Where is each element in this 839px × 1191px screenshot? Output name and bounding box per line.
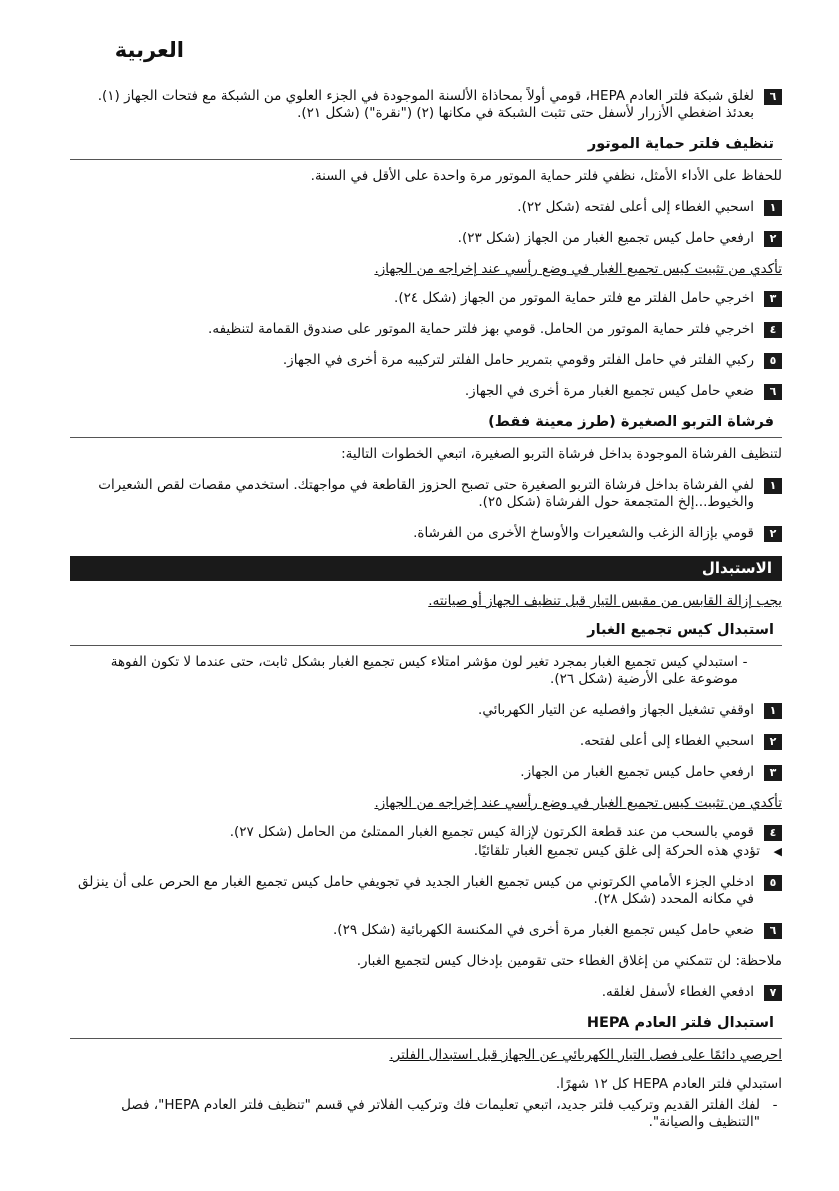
warning-text: احرصي دائمًا على فصل التيار الكهربائي عن الجهاز قبل استبدال الفلتر. xyxy=(389,1047,782,1063)
step-item xyxy=(70,702,782,719)
language-title: العربية xyxy=(114,38,184,62)
bullet-text: استبدلي كيس تجميع الغبار بمجرد تغير لون مؤشر امتلاء كيس تجميع الغبار بشكل ثابت، حتى عندما لا تكون الفوهة موضوعة على الأرضية (شكل ٢٦). xyxy=(110,654,738,687)
step-item xyxy=(70,477,782,511)
manual-content xyxy=(70,88,782,1145)
step-number: ٢ xyxy=(764,734,782,750)
step-number: ٢ xyxy=(764,231,782,247)
section-heading: استبدال فلتر العادم HEPA xyxy=(586,1015,774,1031)
section-divider xyxy=(70,159,782,160)
section-header xyxy=(70,136,782,160)
step-text: ادفعي الغطاء لأسفل لغلقه. xyxy=(601,984,754,1000)
section-heading: استبدال كيس تجميع الغبار xyxy=(587,622,774,638)
step-item xyxy=(70,525,782,542)
step-item xyxy=(70,321,782,338)
step-text: ركبي الفلتر في حامل الفلتر وقومي بتمرير حامل الفلتر لتركيبه مرة أخرى في الجهاز. xyxy=(282,352,754,368)
step-text: اسحبي الغطاء إلى أعلى لفتحه. xyxy=(579,733,754,749)
section-header xyxy=(70,414,782,438)
step-number: ٧ xyxy=(764,985,782,1001)
bullet-item xyxy=(70,654,782,688)
step-text: اوقفي تشغيل الجهاز وافصليه عن التيار الكهربائي. xyxy=(478,702,754,718)
dash-bullet-icon: - xyxy=(772,1097,778,1113)
section-divider xyxy=(70,437,782,438)
step-number: ٦ xyxy=(764,923,782,939)
paragraph: لتنظيف الفرشاة الموجودة بداخل فرشاة التربو الصغيرة، اتبعي الخطوات التالية: xyxy=(341,446,782,462)
result-note xyxy=(70,843,782,860)
step-number: ٥ xyxy=(764,875,782,891)
step-item xyxy=(70,922,782,939)
section-heading: فرشاة التربو الصغيرة (طرز معينة فقط) xyxy=(488,414,774,430)
step-item xyxy=(70,199,782,216)
section-heading: تنظيف فلتر حماية الموتور xyxy=(587,136,774,152)
step-text: قومي بإزالة الزغب والشعيرات والأوساخ الأخرى من الفرشاة. xyxy=(413,525,754,541)
step-number: ٤ xyxy=(764,825,782,841)
step-number: ٦ xyxy=(764,384,782,400)
chapter-heading-bar: الاستبدال xyxy=(70,556,782,581)
section-header xyxy=(70,1015,782,1039)
warning-text: يجب إزالة القابس من مقبس التيار قبل تنظيف الجهاز أو صيانته. xyxy=(428,593,782,609)
step-text: اخرجي فلتر حماية الموتور من الحامل. قومي بهز فلتر حماية الموتور على صندوق القمامة لتنظيفه. xyxy=(208,321,754,337)
step-item xyxy=(70,88,782,122)
step-text: اخرجي حامل الفلتر مع فلتر حماية الموتور من الجهاز (شكل ٢٤). xyxy=(394,290,754,306)
bullet-item xyxy=(70,1097,782,1131)
step-text: لغلق شبكة فلتر العادم HEPA، قومي أولاً بمحاذاة الألسنة الموجودة في الجزء العلوي من الشبكة مع فتحات الجهاز (١). بعدئذ اضغطي الأزرار لأسفل حتى تثبت الشبكة في مكانها (٢) ("نقرة") (شكل ٢١). xyxy=(97,88,754,121)
section-header xyxy=(70,622,782,646)
step-number: ١ xyxy=(764,478,782,494)
section-divider xyxy=(70,645,782,646)
step-item xyxy=(70,290,782,307)
step-number: ٦ xyxy=(764,89,782,105)
paragraph: للحفاظ على الأداء الأمثل، نظفي فلتر حماية الموتور مرة واحدة على الأقل في السنة. xyxy=(310,168,782,184)
step-text: ارفعي حامل كيس تجميع الغبار من الجهاز. xyxy=(520,764,754,780)
paragraph: ملاحظة: لن تتمكني من إغلاق الغطاء حتى تقومين بإدخال كيس لتجميع الغبار. xyxy=(356,953,782,969)
step-number: ٢ xyxy=(764,526,782,542)
step-text: اسحبي الغطاء إلى أعلى لفتحه (شكل ٢٢). xyxy=(517,199,754,215)
step-number: ٣ xyxy=(764,291,782,307)
warning-text: تأكدي من تثبيت كيس تجميع الغبار في وضع رأسي عند إخراجه من الجهاز. xyxy=(374,261,782,277)
step-text: ضعي حامل كيس تجميع الغبار مرة أخرى في المكنسة الكهربائية (شكل ٢٩). xyxy=(333,922,754,938)
step-text: ضعي حامل كيس تجميع الغبار مرة أخرى في الجهاز. xyxy=(464,383,754,399)
step-item xyxy=(70,984,782,1001)
paragraph: استبدلي فلتر العادم HEPA كل ١٢ شهرًا. xyxy=(555,1076,782,1092)
step-item xyxy=(70,352,782,369)
step-item xyxy=(70,874,782,908)
step-number: ١ xyxy=(764,703,782,719)
section-divider xyxy=(70,1038,782,1039)
step-number: ٥ xyxy=(764,353,782,369)
bullet-text: لفك الفلتر القديم وتركيب فلتر جديد، اتبعي تعليمات فك وتركيب الفلاتر في قسم "تنظيف فلتر العادم HEPA"، فصل "التنظيف والصيانة". xyxy=(121,1097,760,1130)
step-text: ارفعي حامل كيس تجميع الغبار من الجهاز (شكل ٢٣). xyxy=(457,230,754,246)
step-item xyxy=(70,230,782,247)
step-item xyxy=(70,824,782,841)
step-text: ادخلي الجزء الأمامي الكرتوني من كيس تجميع الغبار الجديد في تجويفي حامل كيس تجميع الغبار مع الحرص على أن ينزلق في مكانه المحدد (شكل ٢٨). xyxy=(78,874,754,907)
dash-bullet-icon: - xyxy=(742,654,748,670)
result-note-text: تؤدي هذه الحركة إلى غلق كيس تجميع الغبار تلقائيًا. xyxy=(473,843,760,859)
step-number: ٤ xyxy=(764,322,782,338)
step-item xyxy=(70,764,782,781)
step-text: لفي الفرشاة بداخل فرشاة التربو الصغيرة حتى تصبح الحزوز القاطعة في مواجهتك. استخدمي مقصات لقص الشعيرات والخيوط...إلخ المتجمعة حول الفرشاة (شكل ٢٥). xyxy=(98,477,754,510)
result-arrow-icon: ◀ xyxy=(773,844,782,858)
step-text: قومي بالسحب من عند قطعة الكرتون لإزالة كيس تجميع الغبار الممتلئ من الحامل (شكل ٢٧). xyxy=(229,824,754,840)
step-item xyxy=(70,733,782,750)
step-number: ١ xyxy=(764,200,782,216)
warning-text: تأكدي من تثبيت كيس تجميع الغبار في وضع رأسي عند إخراجه من الجهاز. xyxy=(374,795,782,811)
step-number: ٣ xyxy=(764,765,782,781)
step-item xyxy=(70,383,782,400)
